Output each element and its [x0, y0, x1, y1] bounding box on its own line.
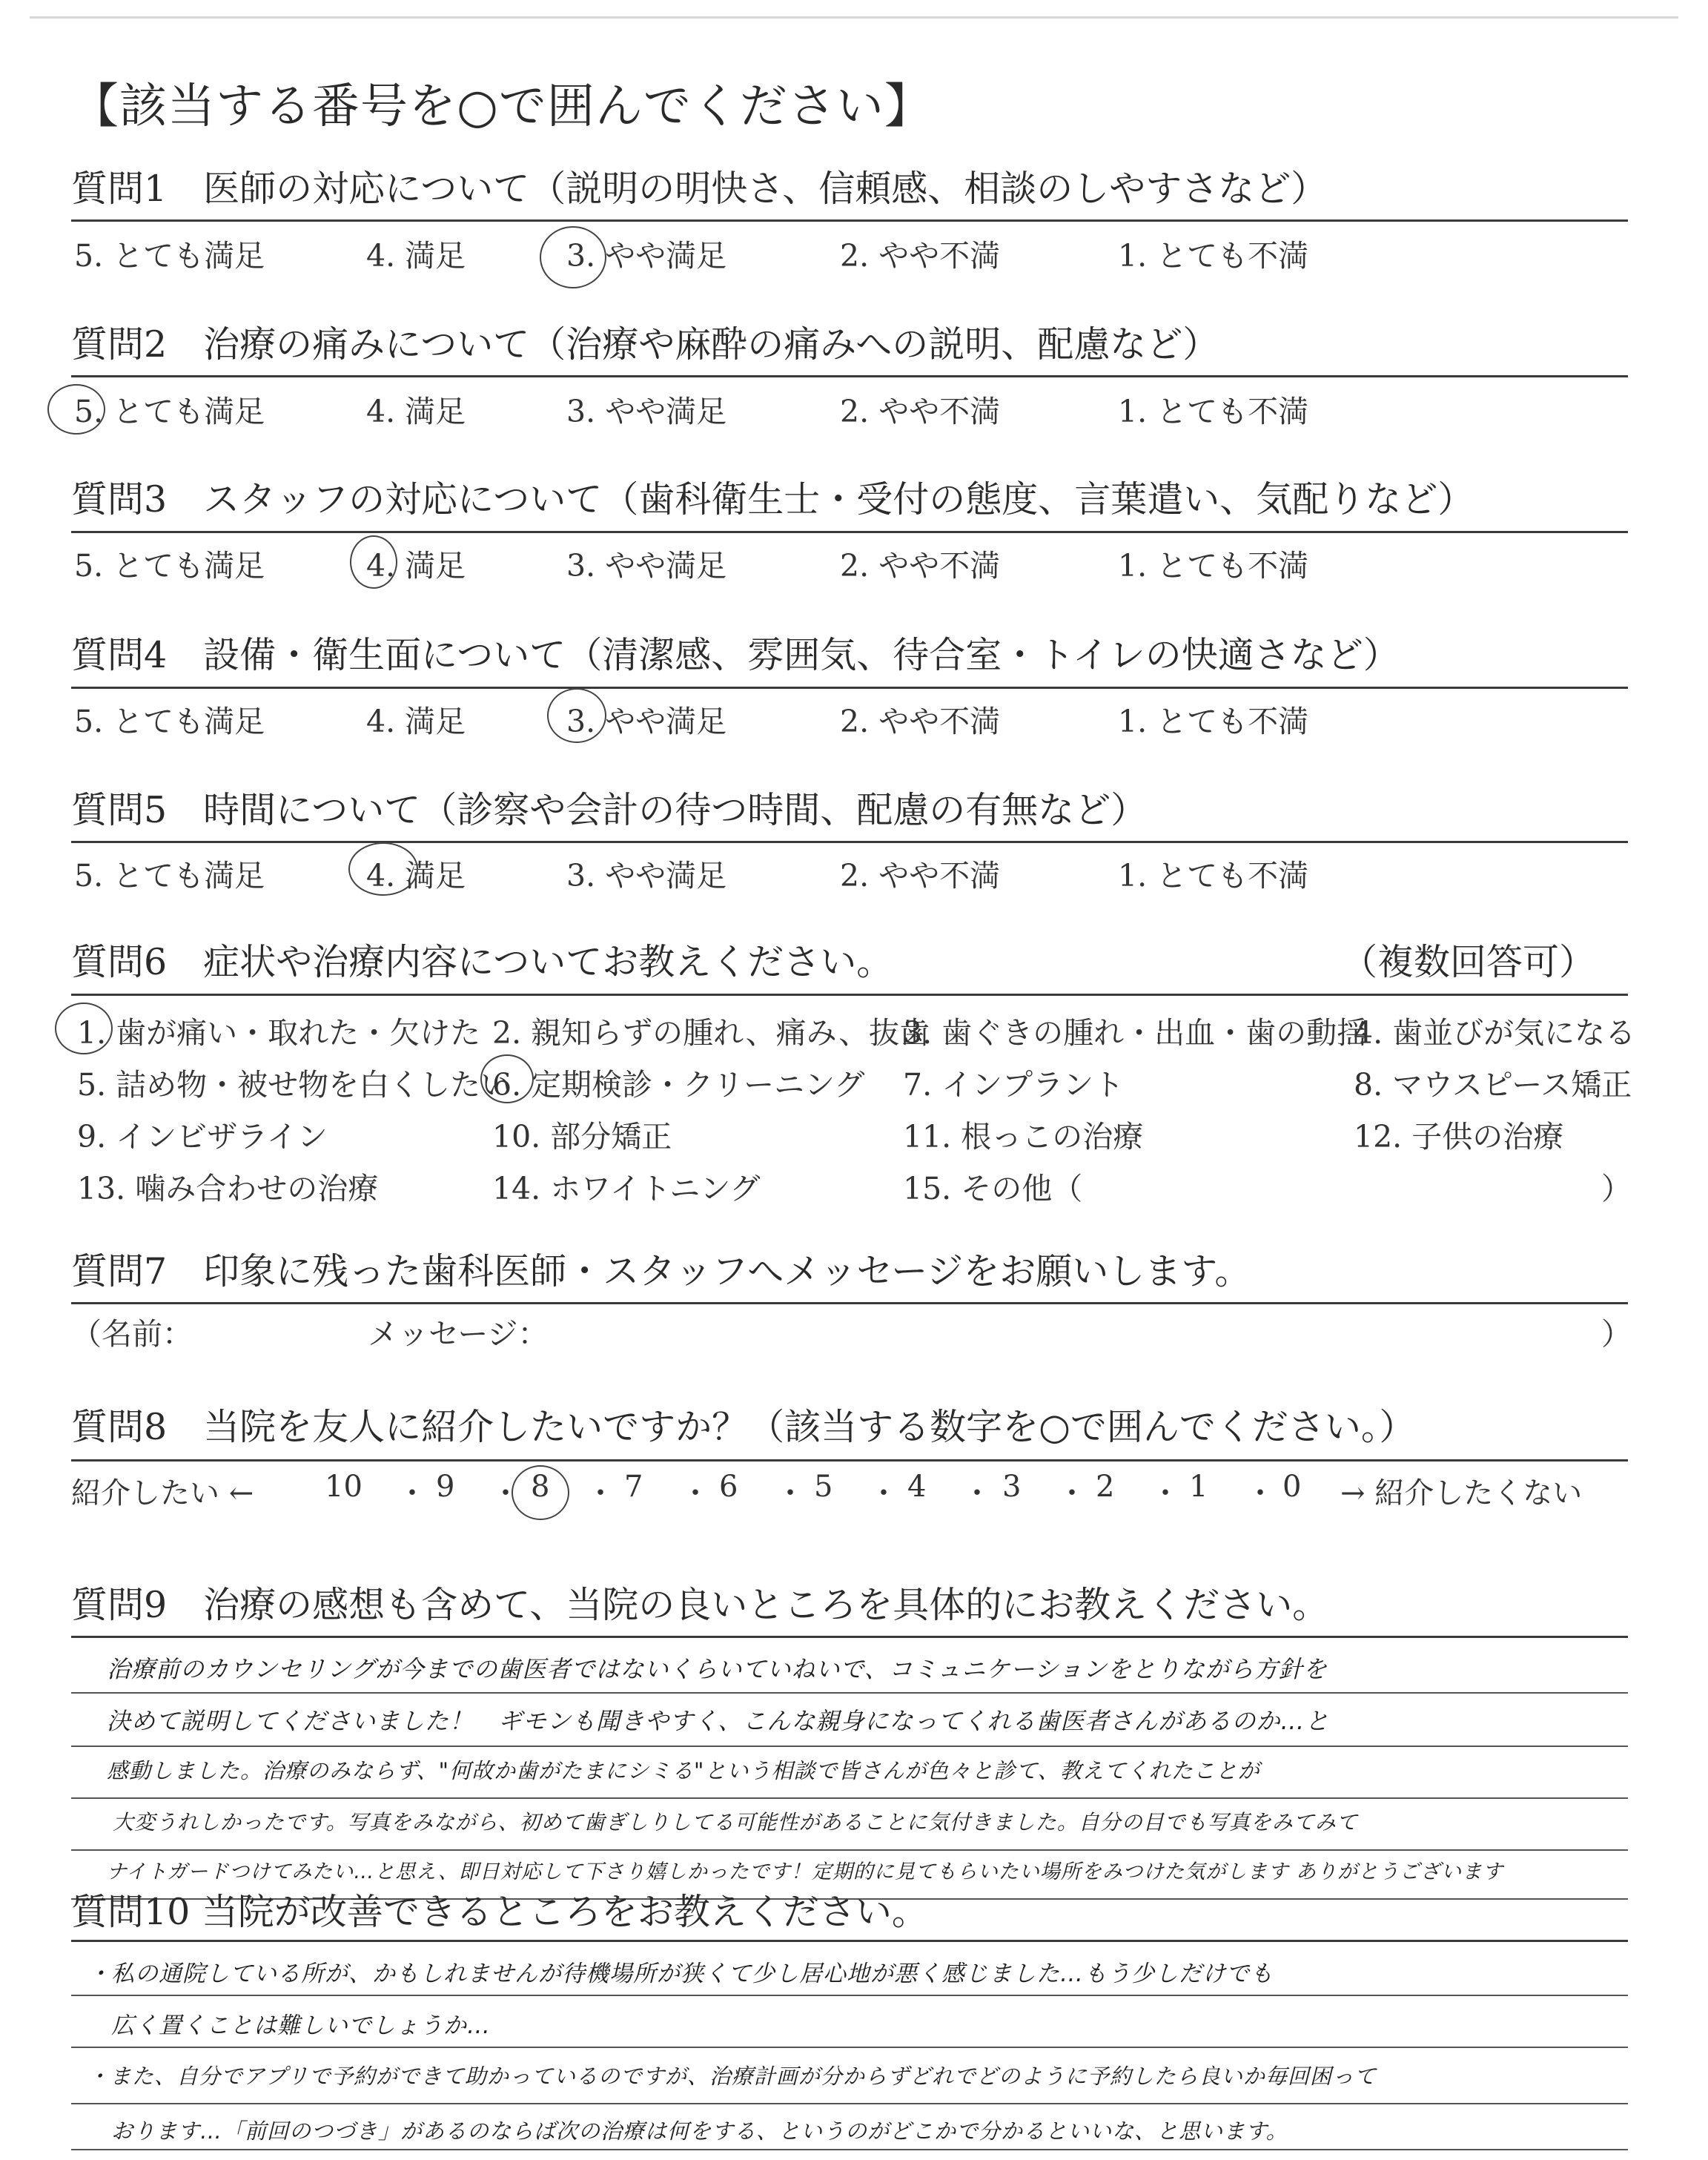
q6-option-13[interactable]: 13. 噛み合わせの治療 [77, 1171, 379, 1206]
q9-line-rule [71, 1849, 1628, 1851]
q9-answer-line-1: 治療前のカウンセリングが今までの歯医者ではないくらいていねいで、コミュニケーションをとりながら方針を [107, 1655, 1328, 1683]
q1-option-3[interactable]: 3. やや満足 [566, 238, 727, 274]
q8-value-1[interactable]: 1 [1189, 1470, 1208, 1504]
q6-option-8[interactable]: 8. マウスピース矯正 [1354, 1067, 1632, 1103]
q9-answer-line-4: 大変うれしかったです。写真をみながら、初めて歯ぎしりしてる可能性があることに気付きました。自分の目でも写真をみてみて [113, 1810, 1358, 1834]
q2-option-4[interactable]: 4. 満足 [366, 394, 466, 429]
question-1-title: 質問1 医師の対応について（説明の明快さ、信頼感、相談のしやすさなど） [71, 168, 1328, 210]
q8-left-label: 紹介したい ← [71, 1476, 254, 1510]
q3-option-2[interactable]: 2. やや不満 [840, 548, 1001, 584]
question-4-rule [71, 687, 1628, 689]
top-border [30, 16, 1678, 19]
q2-option-5[interactable]: 5. とても満足 [74, 394, 265, 429]
q8-separator: ・ [397, 1476, 427, 1510]
q6-option-10[interactable]: 10. 部分矯正 [492, 1119, 672, 1155]
q8-value-0[interactable]: 0 [1282, 1470, 1302, 1504]
question-7 [71, 1247, 1628, 1296]
question-6-title: 質問6 症状や治療内容についてお教えください。 [71, 941, 893, 983]
question-8-title: 質問8 当院を友人に紹介したいですか？（該当する数字を○で囲んでください。） [71, 1406, 1416, 1448]
q6-option-9[interactable]: 9. インビザライン [77, 1119, 328, 1155]
question-7-rule [71, 1302, 1628, 1304]
q8-value-10[interactable]: 10 [325, 1470, 363, 1504]
q10-line-rule [71, 2149, 1628, 2150]
q1-option-5[interactable]: 5. とても満足 [74, 238, 265, 274]
question-1 [71, 165, 1628, 214]
q3-option-5[interactable]: 5. とても満足 [74, 548, 265, 584]
question-2-rule [71, 375, 1628, 377]
question-4 [71, 631, 1628, 680]
q5-option-1[interactable]: 1. とても不満 [1118, 858, 1309, 894]
q8-separator: ・ [681, 1476, 710, 1510]
q9-answer-line-5: ナイトガードつけてみたい…と思え、即日対応して下さり嬉しかったです！定期的に見てもらいたい場所をみつけた気がします ありがとうございます [107, 1860, 1503, 1883]
q8-separator: ・ [491, 1476, 520, 1510]
q7-close-paren: ） [1601, 1316, 1632, 1352]
question-10-rule [71, 1940, 1628, 1942]
q3-option-1[interactable]: 1. とても不満 [1118, 548, 1309, 584]
question-6-rule [71, 994, 1628, 996]
q5-answer-circle [348, 842, 418, 896]
question-6 [71, 938, 1628, 987]
question-9-rule [71, 1636, 1628, 1638]
q8-separator: ・ [1245, 1476, 1275, 1510]
question-1-rule [71, 219, 1628, 222]
q5-option-4[interactable]: 4. 満足 [366, 858, 466, 894]
q10-answer-line-1: ・私の通院している所が、かもしれませんが待機場所が狭くて少し居心地が悪く感じました…もう少しだけでも [87, 1961, 1274, 1987]
question-5-rule [71, 841, 1628, 843]
q6-option-14[interactable]: 14. ホワイトニング [492, 1171, 761, 1206]
q6-option-15-close: ） [1601, 1171, 1632, 1206]
q6-option-4[interactable]: 4. 歯並びが気になる [1354, 1015, 1636, 1051]
q4-option-4[interactable]: 4. 満足 [366, 704, 466, 739]
q9-answer-line-2: 決めて説明してくださいました！ ギモンも聞きやすく、こんな親身になってくれる歯医者さんがあるのか…と [107, 1707, 1330, 1735]
q6-option-7[interactable]: 7. インプラント [903, 1067, 1125, 1103]
q8-separator: ・ [869, 1476, 898, 1510]
q8-value-4[interactable]: 4 [907, 1470, 927, 1504]
q8-separator: ・ [775, 1476, 805, 1510]
q9-line-rule [71, 1797, 1628, 1799]
q2-option-2[interactable]: 2. やや不満 [840, 394, 1001, 429]
q1-option-4[interactable]: 4. 満足 [366, 238, 466, 274]
q8-value-8[interactable]: 8 [531, 1470, 550, 1504]
q5-option-3[interactable]: 3. やや満足 [566, 858, 727, 894]
question-3 [71, 475, 1628, 524]
q8-value-2[interactable]: 2 [1096, 1470, 1115, 1504]
q6-option-12[interactable]: 12. 子供の治療 [1354, 1119, 1564, 1155]
q2-option-3[interactable]: 3. やや満足 [566, 394, 727, 429]
q2-option-1[interactable]: 1. とても不満 [1118, 394, 1309, 429]
q8-separator: ・ [962, 1476, 992, 1510]
q10-answer-line-4: おります…「前回のつづき」があるのならば次の治療は何をする、というのがどこかで分かるといいな、と思います。 [111, 2118, 1288, 2144]
q9-line-rule [71, 1745, 1628, 1747]
question-2-title: 質問2 治療の痛みについて（治療や麻酔の痛みへの説明、配慮など） [71, 323, 1219, 366]
q7-name-label: （名前： [71, 1316, 193, 1352]
q4-option-5[interactable]: 5. とても満足 [74, 704, 265, 739]
q7-message-label: メッセージ： [368, 1316, 549, 1352]
question-2 [71, 320, 1628, 369]
question-8 [71, 1403, 1628, 1452]
q2-answer-circle [47, 384, 105, 435]
q8-value-6[interactable]: 6 [719, 1470, 738, 1504]
q6-option-6[interactable]: 6. 定期検診・クリーニング [492, 1067, 865, 1103]
q6-answer-circle-6 [480, 1054, 534, 1103]
q8-separator: ・ [1057, 1476, 1087, 1510]
q10-answer-line-2: 広く置くことは難しいでしょうか… [111, 2012, 491, 2039]
q6-option-3[interactable]: 3. 歯ぐきの腫れ・出血・歯の動揺 [903, 1015, 1368, 1051]
question-10 [71, 1888, 1628, 1937]
question-5-title: 質問5 時間について（診察や会計の待つ時間、配慮の有無など） [71, 789, 1148, 831]
q6-answer-circle-1 [55, 1003, 113, 1054]
q3-answer-circle [350, 535, 397, 589]
q8-value-7[interactable]: 7 [624, 1470, 643, 1504]
q10-line-rule [71, 2103, 1628, 2104]
question-6-note: （複数回答可） [1340, 941, 1595, 983]
q8-right-label: → 紹介したくない [1340, 1476, 1583, 1510]
question-4-title: 質問4 設備・衛生面について（清潔感、雰囲気、待合室・トイレの快適さなど） [71, 634, 1400, 676]
page-heading: 【該当する番号を○で囲んでください】 [71, 79, 933, 134]
q8-answer-circle [512, 1465, 569, 1520]
question-9 [71, 1581, 1628, 1630]
q3-option-4[interactable]: 4. 満足 [366, 548, 466, 584]
question-9-title: 質問9 治療の感想も含めて、当院の良いところを具体的にお教えください。 [71, 1584, 1329, 1626]
q4-option-2[interactable]: 2. やや不満 [840, 704, 1001, 739]
question-5 [71, 786, 1628, 835]
q8-value-5[interactable]: 5 [814, 1470, 833, 1504]
question-10-title: 質問10 当院が改善できるところをお教えください。 [71, 1891, 928, 1933]
q1-answer-circle [540, 226, 606, 288]
q9-line-rule [71, 1692, 1628, 1694]
q10-line-rule [71, 2047, 1628, 2048]
q9-answer-line-3: 感動しました。治療のみならず、"何故か歯がたまにシミる"という相談で皆さんが色々と診て、教えてくれたことが [107, 1758, 1260, 1783]
q6-option-15[interactable]: 15. その他（ [903, 1171, 1083, 1206]
q5-option-2[interactable]: 2. やや不満 [840, 858, 1001, 894]
q1-option-2[interactable]: 2. やや不満 [840, 238, 1001, 274]
q6-option-2[interactable]: 2. 親知らずの腫れ、痛み、抜歯 [492, 1015, 930, 1051]
q6-option-5[interactable]: 5. 詰め物・被せ物を白くしたい [77, 1067, 512, 1103]
q4-answer-circle [547, 688, 606, 743]
question-8-rule [71, 1459, 1628, 1462]
q4-option-3[interactable]: 3. やや満足 [566, 704, 727, 739]
q5-option-5[interactable]: 5. とても満足 [74, 858, 265, 894]
question-7-title: 質問7 印象に残った歯科医師・スタッフへメッセージをお願いします。 [71, 1250, 1251, 1292]
q1-option-1[interactable]: 1. とても不満 [1118, 238, 1309, 274]
question-3-rule [71, 531, 1628, 533]
q6-option-11[interactable]: 11. 根っこの治療 [903, 1119, 1144, 1155]
q3-option-3[interactable]: 3. やや満足 [566, 548, 727, 584]
q8-value-9[interactable]: 9 [436, 1470, 455, 1504]
q4-option-1[interactable]: 1. とても不満 [1118, 704, 1309, 739]
q10-line-rule [71, 1995, 1628, 1996]
q8-separator: ・ [586, 1476, 615, 1510]
question-3-title: 質問3 スタッフの対応について（歯科衛生士・受付の態度、言葉遣い、気配りなど） [71, 478, 1474, 521]
q8-separator: ・ [1151, 1476, 1180, 1510]
q6-option-1[interactable]: 1. 歯が痛い・取れた・欠けた [77, 1015, 481, 1051]
q10-answer-line-3: ・また、自分でアプリで予約ができて助かっているのですが、治療計画が分からずどれでどのように予約したら良いか毎回困って [87, 2064, 1377, 2089]
q8-value-3[interactable]: 3 [1002, 1470, 1022, 1504]
